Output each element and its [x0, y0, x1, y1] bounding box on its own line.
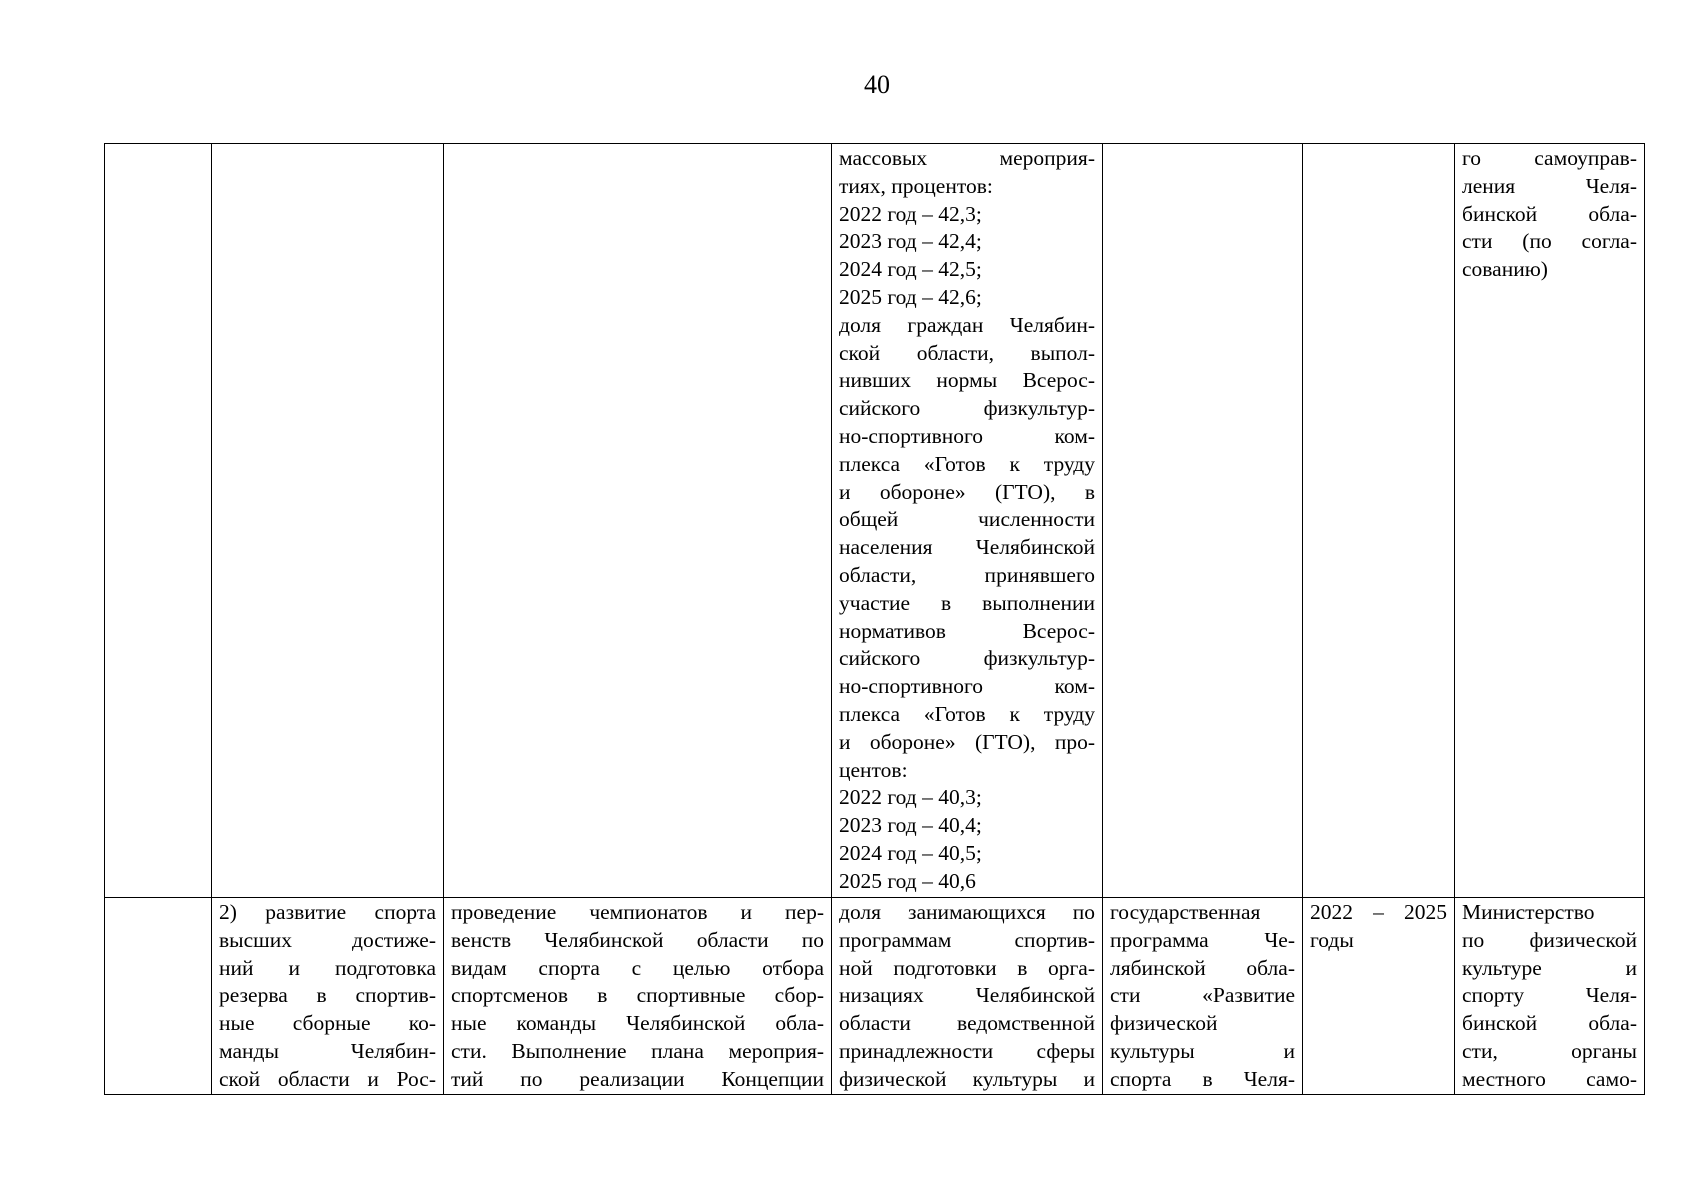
- measures-cell: [444, 144, 832, 898]
- text-line: программа Че-: [1110, 927, 1295, 952]
- text-line: сти «Развитие: [1110, 983, 1295, 1008]
- text-line: бинской обла-: [1462, 1011, 1637, 1036]
- text-line: ной подготовки в орга-: [839, 955, 1095, 980]
- plan-table: [104, 143, 1645, 1095]
- text-line: плекса «Готов к труду: [839, 701, 1095, 726]
- text-line: сийского физкультур-: [839, 646, 1095, 671]
- text-line: нормативов Всерос-: [839, 618, 1095, 643]
- text-line: спорту Челя-: [1462, 983, 1637, 1008]
- text-line: ные команды Челябинской обла-: [451, 1011, 824, 1036]
- text-line: ской области, выпол-: [839, 340, 1095, 365]
- text-line: области, принявшего: [839, 562, 1095, 587]
- text-line: сти (по согла-: [1462, 229, 1637, 254]
- text-line: тиях, процентов:: [839, 173, 993, 198]
- text-line: проведение чемпионатов и пер-: [451, 900, 824, 924]
- text-line: и обороне» (ГТО), в: [839, 479, 1095, 504]
- text-line: ные сборные ко-: [219, 1011, 436, 1036]
- indicator-cell: [832, 144, 1103, 898]
- number-cell: [105, 144, 212, 898]
- program-cell: [1103, 144, 1303, 898]
- text-line: 2) развитие спорта: [219, 900, 436, 924]
- period-cell: [1303, 144, 1455, 898]
- text-line: сийского физкультур-: [839, 396, 1095, 421]
- text-line: годы: [1310, 927, 1354, 952]
- text-line: тий по реализации Концепции: [451, 1066, 824, 1091]
- text-line: доля занимающихся по: [839, 900, 1095, 924]
- text-line: спорта в Челя-: [1110, 1066, 1295, 1091]
- text-line: общей численности: [839, 507, 1095, 532]
- text-line: резерва в спортив-: [219, 983, 436, 1008]
- text-line: культуре и: [1462, 955, 1637, 980]
- text-line: ления Челя-: [1462, 173, 1637, 198]
- responsible-cell: [1455, 898, 1645, 1095]
- direction-cell: [212, 898, 444, 1095]
- text-line: массовых мероприя-: [839, 146, 1095, 170]
- text-line: области ведомственной: [839, 1011, 1095, 1036]
- measures-cell: [444, 898, 832, 1095]
- text-line: участие в выполнении: [839, 590, 1095, 615]
- text-line: культуры и: [1110, 1038, 1295, 1063]
- number-cell: [105, 898, 212, 1095]
- table-row: [105, 898, 1645, 1095]
- direction-cell: [212, 144, 444, 898]
- text-line: спортсменов в спортивные сбор-: [451, 983, 824, 1008]
- text-line: 2022 год – 42,3;: [839, 201, 982, 226]
- text-line: низациях Челябинской: [839, 983, 1095, 1008]
- text-line: но-спортивного ком-: [839, 674, 1095, 699]
- text-line: доля граждан Челябин-: [839, 312, 1095, 337]
- text-line: 2025 год – 42,6;: [839, 284, 982, 309]
- text-line: и обороне» (ГТО), про-: [839, 729, 1095, 754]
- text-line: сти. Выполнение плана мероприя-: [451, 1038, 824, 1063]
- text-line: бинской обла-: [1462, 201, 1637, 226]
- text-line: физической культуры и: [839, 1066, 1095, 1091]
- text-line: 2022 год – 40,3;: [839, 785, 982, 810]
- indicator-cell: [832, 898, 1103, 1095]
- text-line: венств Челябинской области по: [451, 927, 824, 952]
- text-line: го самоуправ-: [1462, 146, 1637, 170]
- text-line: государственная: [1110, 900, 1261, 924]
- page-number: 40: [864, 70, 890, 99]
- text-line: программам спортив-: [839, 927, 1095, 952]
- text-line: местного само-: [1462, 1066, 1637, 1091]
- text-line: принадлежности сферы: [839, 1038, 1095, 1063]
- period-cell: [1303, 898, 1455, 1095]
- text-line: 2025 год – 40,6: [839, 868, 976, 893]
- text-line: 2024 год – 40,5;: [839, 840, 982, 865]
- program-cell: [1103, 898, 1303, 1095]
- text-line: сти, органы: [1462, 1038, 1637, 1063]
- text-line: ний и подготовка: [219, 955, 436, 980]
- text-line: физической: [1110, 1011, 1218, 1036]
- text-line: лябинской обла-: [1110, 955, 1295, 980]
- text-line: но-спортивного ком-: [839, 423, 1095, 448]
- text-line: плекса «Готов к труду: [839, 451, 1095, 476]
- text-line: 2023 год – 42,4;: [839, 229, 982, 254]
- text-line: Министерство: [1462, 900, 1595, 924]
- text-line: 2023 год – 40,4;: [839, 813, 982, 838]
- text-line: 2024 год – 42,5;: [839, 257, 982, 282]
- text-line: видам спорта с целью отбора: [451, 955, 824, 980]
- text-line: ской области и Рос-: [219, 1066, 436, 1091]
- responsible-cell: [1455, 144, 1645, 898]
- text-line: 2022 – 2025: [1310, 900, 1447, 924]
- table-row: [105, 144, 1645, 898]
- text-line: по физической: [1462, 927, 1637, 952]
- text-line: высших достиже-: [219, 927, 436, 952]
- text-line: манды Челябин-: [219, 1038, 436, 1063]
- text-line: сованию): [1462, 257, 1548, 282]
- text-line: населения Челябинской: [839, 535, 1095, 560]
- text-line: центов:: [839, 757, 908, 782]
- text-line: нивших нормы Всерос-: [839, 368, 1095, 393]
